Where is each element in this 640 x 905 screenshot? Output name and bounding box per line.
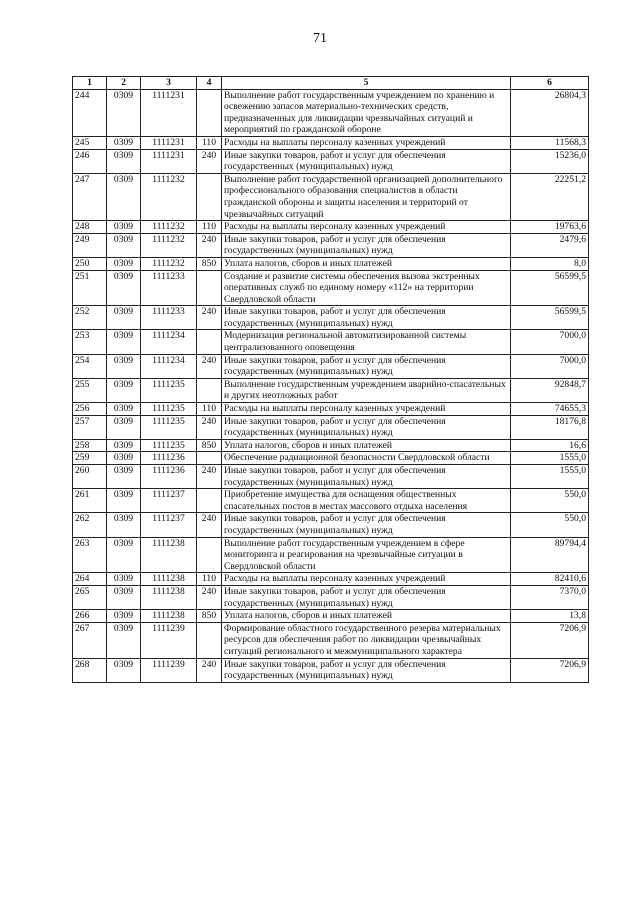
item-description: Расходы на выплаты персоналу казенных учреждений: [222, 221, 511, 234]
item-description: Обеспечение радиационной безопасности Свердловской области: [222, 452, 511, 465]
expense-type-code: 240: [197, 149, 222, 173]
item-description: Иные закупки товаров, работ и услуг для обеспечения государственных (муниципальных) нужд: [222, 513, 511, 537]
item-description: Выполнение работ государственным учреждением по хранению и освежению запасов материально-технических средств, предназначенных для ликвидации чрезвычайных ситуаций и мероприятий по гражданской обороне: [222, 89, 511, 136]
amount: 7206,9: [511, 622, 589, 658]
column-header: 1: [73, 77, 107, 90]
amount: 7206,9: [511, 658, 589, 682]
row-number: 257: [73, 415, 107, 439]
amount: 2479,6: [511, 233, 589, 257]
row-number: 259: [73, 452, 107, 465]
section-code: 0309: [107, 270, 141, 306]
table-row: [73, 378, 589, 402]
target-article-code: 1111238: [141, 573, 197, 586]
item-description: Выполнение работ государственным учреждением в сфере мониторинга и реагирования на чрезвычайные ситуации в Свердловской области: [222, 537, 511, 573]
section-code: 0309: [107, 233, 141, 257]
section-code: 0309: [107, 439, 141, 452]
table-row: [73, 89, 589, 136]
amount: 1555,0: [511, 465, 589, 489]
target-article-code: 1111238: [141, 610, 197, 623]
section-code: 0309: [107, 658, 141, 682]
row-number: 263: [73, 537, 107, 573]
table-row: [73, 439, 589, 452]
item-description: Иные закупки товаров, работ и услуг для обеспечения государственных (муниципальных) нужд: [222, 149, 511, 173]
expense-type-code: [197, 489, 222, 513]
amount: 7000,0: [511, 330, 589, 354]
row-number: 245: [73, 136, 107, 149]
row-number: 244: [73, 89, 107, 136]
table-row: [73, 573, 589, 586]
target-article-code: 1111231: [141, 89, 197, 136]
expense-type-code: [197, 537, 222, 573]
amount: 7370,0: [511, 585, 589, 609]
amount: 550,0: [511, 513, 589, 537]
row-number: 258: [73, 439, 107, 452]
header-row: [73, 77, 589, 90]
item-description: Уплата налогов, сборов и иных платежей: [222, 439, 511, 452]
table-row: [73, 221, 589, 234]
amount: 13,8: [511, 610, 589, 623]
section-code: 0309: [107, 489, 141, 513]
table-row: [73, 403, 589, 416]
amount: 56599,5: [511, 306, 589, 330]
item-description: Иные закупки товаров, работ и услуг для обеспечения государственных (муниципальных) нужд: [222, 354, 511, 378]
target-article-code: 1111232: [141, 221, 197, 234]
row-number: 254: [73, 354, 107, 378]
target-article-code: 1111234: [141, 354, 197, 378]
item-description: Создание и развитие системы обеспечения вызова экстренных оперативных служб по единому номеру «112» на территории Свердловской области: [222, 270, 511, 306]
row-number: 255: [73, 378, 107, 402]
section-code: 0309: [107, 622, 141, 658]
expense-type-code: [197, 173, 222, 220]
target-article-code: 1111239: [141, 622, 197, 658]
table-row: [73, 354, 589, 378]
expense-type-code: 850: [197, 439, 222, 452]
expense-type-code: 110: [197, 136, 222, 149]
expense-type-code: 110: [197, 403, 222, 416]
amount: 1555,0: [511, 452, 589, 465]
table-row: [73, 257, 589, 270]
expense-type-code: 240: [197, 513, 222, 537]
row-number: 256: [73, 403, 107, 416]
expense-type-code: [197, 378, 222, 402]
expense-type-code: [197, 330, 222, 354]
expense-type-code: 240: [197, 354, 222, 378]
target-article-code: 1111236: [141, 452, 197, 465]
table-row: [73, 537, 589, 573]
row-number: 248: [73, 221, 107, 234]
section-code: 0309: [107, 403, 141, 416]
section-code: 0309: [107, 221, 141, 234]
target-article-code: 1111235: [141, 415, 197, 439]
expense-type-code: [197, 452, 222, 465]
row-number: 247: [73, 173, 107, 220]
item-description: Иные закупки товаров, работ и услуг для обеспечения государственных (муниципальных) нужд: [222, 658, 511, 682]
amount: 11568,3: [511, 136, 589, 149]
row-number: 261: [73, 489, 107, 513]
row-number: 252: [73, 306, 107, 330]
target-article-code: 1111235: [141, 378, 197, 402]
expense-type-code: 240: [197, 658, 222, 682]
item-description: Расходы на выплаты персоналу казенных учреждений: [222, 403, 511, 416]
row-number: 250: [73, 257, 107, 270]
expense-type-code: [197, 622, 222, 658]
target-article-code: 1111238: [141, 585, 197, 609]
section-code: 0309: [107, 330, 141, 354]
item-description: Расходы на выплаты персоналу казенных учреждений: [222, 136, 511, 149]
expense-type-code: 240: [197, 465, 222, 489]
section-code: 0309: [107, 149, 141, 173]
section-code: 0309: [107, 136, 141, 149]
section-code: 0309: [107, 306, 141, 330]
table-row: [73, 270, 589, 306]
target-article-code: 1111239: [141, 658, 197, 682]
row-number: 253: [73, 330, 107, 354]
row-number: 251: [73, 270, 107, 306]
target-article-code: 1111236: [141, 465, 197, 489]
target-article-code: 1111232: [141, 233, 197, 257]
section-code: 0309: [107, 610, 141, 623]
target-article-code: 1111234: [141, 330, 197, 354]
column-header: 4: [197, 77, 222, 90]
row-number: 246: [73, 149, 107, 173]
section-code: 0309: [107, 585, 141, 609]
amount: 92848,7: [511, 378, 589, 402]
page-number: 71: [313, 31, 327, 46]
section-code: 0309: [107, 89, 141, 136]
row-number: 268: [73, 658, 107, 682]
amount: 89794,4: [511, 537, 589, 573]
expense-type-code: 850: [197, 610, 222, 623]
amount: 8,0: [511, 257, 589, 270]
expense-type-code: 240: [197, 306, 222, 330]
row-number: 262: [73, 513, 107, 537]
expense-type-code: 110: [197, 221, 222, 234]
target-article-code: 1111232: [141, 257, 197, 270]
target-article-code: 1111231: [141, 136, 197, 149]
section-code: 0309: [107, 573, 141, 586]
item-description: Модернизация региональной автоматизированной системы централизованного оповещения: [222, 330, 511, 354]
table-row: [73, 173, 589, 220]
item-description: Выполнение работ государственной организацией дополнительного профессионального образования специалистов в области гражданской обороны и защиты населения и территорий от чрезвычайных ситуаций: [222, 173, 511, 220]
section-code: 0309: [107, 415, 141, 439]
row-number: 249: [73, 233, 107, 257]
table-row: [73, 465, 589, 489]
item-description: Иные закупки товаров, работ и услуг для обеспечения государственных (муниципальных) нужд: [222, 415, 511, 439]
table-row: [73, 330, 589, 354]
amount: 15236,0: [511, 149, 589, 173]
amount: 74655,3: [511, 403, 589, 416]
section-code: 0309: [107, 465, 141, 489]
table-row: [73, 233, 589, 257]
amount: 18176,8: [511, 415, 589, 439]
target-article-code: 1111235: [141, 403, 197, 416]
target-article-code: 1111233: [141, 306, 197, 330]
target-article-code: 1111232: [141, 173, 197, 220]
table-row: [73, 489, 589, 513]
column-header: 5: [222, 77, 511, 90]
table-row: [73, 585, 589, 609]
table-row: [73, 610, 589, 623]
item-description: Формирование областного государственного резерва материальных ресурсов для обеспечения работ по ликвидации чрезвычайных ситуаций регионального и межмуниципального характера: [222, 622, 511, 658]
target-article-code: 1111237: [141, 513, 197, 537]
item-description: Иные закупки товаров, работ и услуг для обеспечения государственных (муниципальных) нужд: [222, 585, 511, 609]
item-description: Уплата налогов, сборов и иных платежей: [222, 257, 511, 270]
table-row: [73, 452, 589, 465]
target-article-code: 1111235: [141, 439, 197, 452]
section-code: 0309: [107, 513, 141, 537]
table-row: [73, 149, 589, 173]
item-description: Иные закупки товаров, работ и услуг для обеспечения государственных (муниципальных) нужд: [222, 465, 511, 489]
amount: 550,0: [511, 489, 589, 513]
budget-table: [72, 76, 589, 683]
amount: 19763,6: [511, 221, 589, 234]
item-description: Расходы на выплаты персоналу казенных учреждений: [222, 573, 511, 586]
expense-type-code: 110: [197, 573, 222, 586]
amount: 16,6: [511, 439, 589, 452]
target-article-code: 1111231: [141, 149, 197, 173]
row-number: 260: [73, 465, 107, 489]
section-code: 0309: [107, 537, 141, 573]
section-code: 0309: [107, 354, 141, 378]
expense-type-code: 240: [197, 233, 222, 257]
expense-type-code: 240: [197, 415, 222, 439]
target-article-code: 1111238: [141, 537, 197, 573]
column-header: 3: [141, 77, 197, 90]
section-code: 0309: [107, 452, 141, 465]
table-row: [73, 513, 589, 537]
item-description: Выполнение государственным учреждением аварийно-спасательных и других неотложных работ: [222, 378, 511, 402]
table-row: [73, 658, 589, 682]
table-row: [73, 622, 589, 658]
row-number: 267: [73, 622, 107, 658]
table-row: [73, 415, 589, 439]
column-header: 2: [107, 77, 141, 90]
table-row: [73, 306, 589, 330]
target-article-code: 1111237: [141, 489, 197, 513]
expense-type-code: [197, 270, 222, 306]
expense-type-code: 240: [197, 585, 222, 609]
table-header: [73, 77, 589, 90]
section-code: 0309: [107, 257, 141, 270]
amount: 56599,5: [511, 270, 589, 306]
amount: 26804,3: [511, 89, 589, 136]
item-description: Приобретение имущества для оснащения общественных спасательных постов в местах массового отдыха населения: [222, 489, 511, 513]
row-number: 266: [73, 610, 107, 623]
item-description: Иные закупки товаров, работ и услуг для обеспечения государственных (муниципальных) нужд: [222, 233, 511, 257]
amount: 82410,6: [511, 573, 589, 586]
item-description: Иные закупки товаров, работ и услуг для обеспечения государственных (муниципальных) нужд: [222, 306, 511, 330]
amount: 22251,2: [511, 173, 589, 220]
item-description: Уплата налогов, сборов и иных платежей: [222, 610, 511, 623]
section-code: 0309: [107, 378, 141, 402]
expense-type-code: [197, 89, 222, 136]
expense-type-code: 850: [197, 257, 222, 270]
row-number: 264: [73, 573, 107, 586]
section-code: 0309: [107, 173, 141, 220]
column-header: 6: [511, 77, 589, 90]
table-body: [73, 89, 589, 682]
row-number: 265: [73, 585, 107, 609]
target-article-code: 1111233: [141, 270, 197, 306]
table-row: [73, 136, 589, 149]
amount: 7000,0: [511, 354, 589, 378]
